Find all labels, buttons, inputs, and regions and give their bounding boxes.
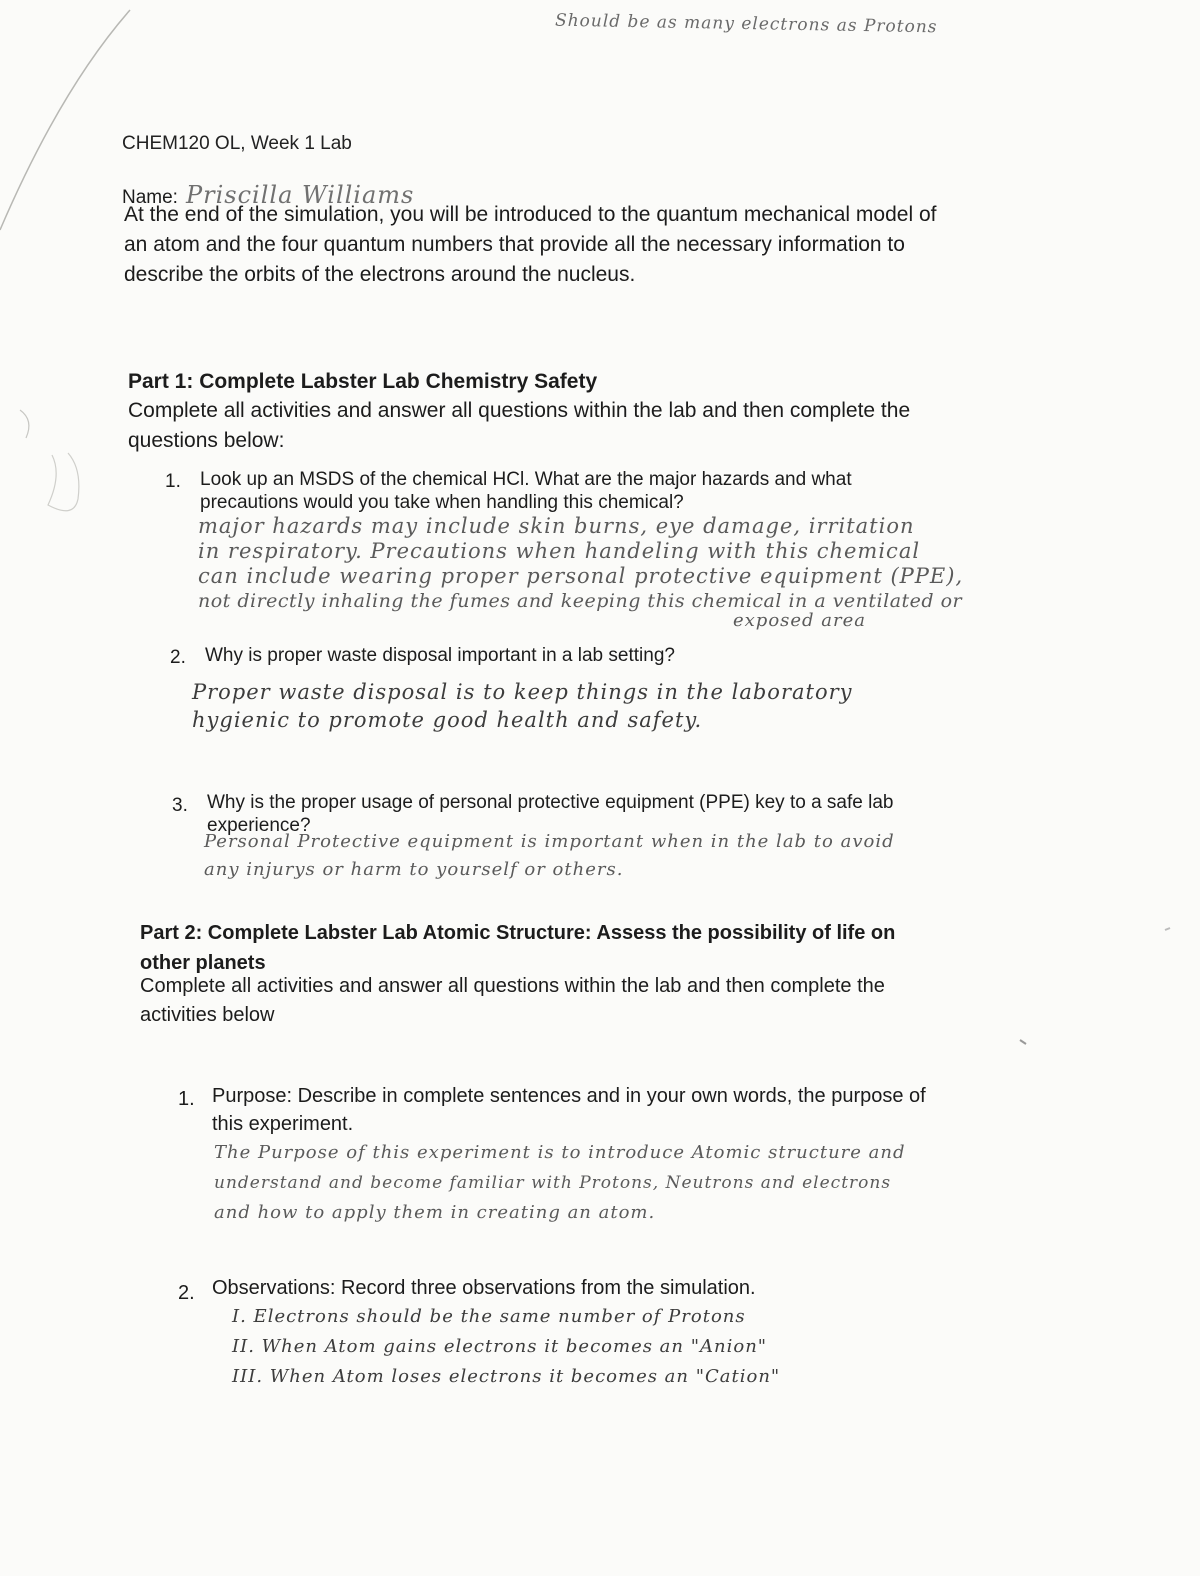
instruction-line: questions below: [128,429,285,452]
answer-line: exposed area [733,610,867,631]
part2-title-line: Part 2: Complete Labster Lab Atomic Structure: Assess the possibility of life on [140,922,896,944]
part2-instructions [140,972,885,1030]
instruction-line: Complete all activities and answer all questions within the lab and then complete the [128,399,911,422]
answer-line: major hazards may include skin burns, eye damage, irritation [198,514,915,538]
answer-line: can include wearing proper personal protective equipment (PPE), [198,564,964,588]
answer-line: I. Electrons should be the same number of Protons [232,1306,746,1327]
item-number: 2. [178,1282,195,1304]
answer-line: hygienic to promote good health and safety. [192,708,703,732]
part1-instructions [128,396,910,456]
course-header: CHEM120 OL, Week 1 Lab [122,133,352,154]
instruction-line: activities below [140,1004,275,1026]
handwritten-answer [232,1302,780,1392]
question-number: 1. [165,471,181,492]
answer-line: Proper waste disposal is to keep things in the laboratory [192,680,853,704]
answer-line: The Purpose of this experiment is to introduce Atomic structure and [214,1142,906,1163]
item-text: Observations: Record three observations from the simulation. [212,1277,756,1299]
item-line: Purpose: Describe in complete sentences and in your own words, the purpose of [212,1085,926,1107]
instruction-line: Complete all activities and answer all questions within the lab and then complete the [140,975,885,997]
intro-line: At the end of the simulation, you will be introduced to the quantum mechanical model of [124,203,937,226]
answer-line: II. When Atom gains electrons it becomes an "Anion" [232,1336,768,1357]
answer-line: in respiratory. Precautions when handeling with this chemical [198,539,921,563]
question-text: Why is proper waste disposal important in a lab setting? [205,645,675,666]
item-number: 1. [178,1088,195,1110]
handwritten-answer [192,678,853,734]
part2-title [140,918,895,978]
question-line: experience? [207,815,311,836]
name-label: Name: [122,187,178,208]
answer-line: and how to apply them in creating an atom. [214,1202,656,1223]
question-number: 3. [172,795,188,816]
question-text [200,468,852,514]
student-name: Priscilla Williams [186,181,415,209]
answer-line: III. When Atom loses electrons it becomes an "Cation" [232,1366,781,1387]
item-line: this experiment. [212,1113,354,1135]
handwritten-answer [204,828,895,884]
answer-line: any injurys or harm to yourself or others. [204,859,624,880]
question-line: Look up an MSDS of the chemical HCl. What are the major hazards and what [200,469,852,490]
top-handwritten-note: Should be as many electrons as Protons [554,10,938,38]
answer-line: understand and become familiar with Protons, Neutrons and electrons [214,1173,892,1193]
intro-line: an atom and the four quantum numbers that provide all the necessary information to [124,233,905,256]
question-line: Why is the proper usage of personal protective equipment (PPE) key to a safe lab [207,792,894,813]
answer-line: Personal Protective equipment is important when in the lab to avoid [204,831,895,852]
handwritten-answer [214,1138,906,1228]
handwritten-answer [198,514,963,633]
question-line: precautions would you take when handling this chemical? [200,492,684,513]
intro-paragraph [124,200,936,290]
part2-title-line: other planets [140,952,266,974]
item-text [212,1082,926,1138]
question-number: 2. [170,647,186,668]
intro-line: describe the orbits of the electrons around the nucleus. [124,263,636,286]
answer-line: not directly inhaling the fumes and keeping this chemical in a ventilated or [198,590,963,612]
part1-title: Part 1: Complete Labster Lab Chemistry Safety [128,370,598,393]
